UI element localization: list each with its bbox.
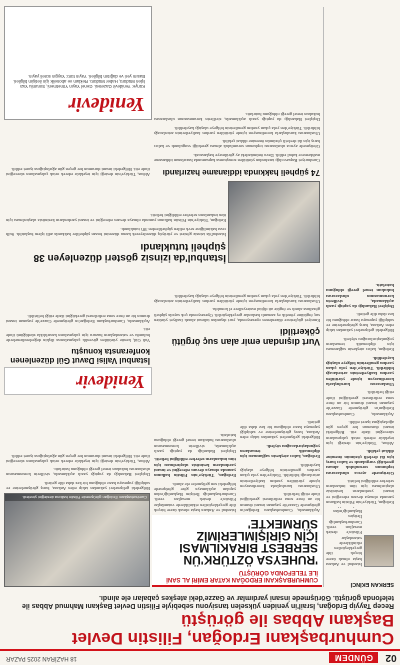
story4-photo [228, 181, 320, 263]
column-paragraph: Abbas, Türkiye'nin desteği için teşekkür ederek ortak çalışmaların süreceğini ifade etti. Bölgedeki insani durumun her geçen gün ağırlaştığına işaret edildi. [326, 419, 394, 447]
story4-body [6, 183, 226, 237]
column-paragraph: Uluslararası kuruluşlarla koordinasyon içinde yürütülen yardım faaliyetlerinin artırılacağı bildirildi. Türkiye'den yola çıkan yardım gemilerinin bölgeye ulaştığı kaydedildi. [240, 462, 320, 489]
story5-title: 74 şüpheli hakkında iddianame hazırlandı [162, 168, 320, 177]
column-paragraph: Bölgedeki gelişmeleri yakından takip eden Ankara, barış görüşmelerine ev sahipliği yapmaya hazır olduğunu bir kez daha dile getirdi. [326, 312, 394, 334]
column-paragraph: Görüşmede ayrıca uluslararası toplumun sorumluluk alması gerektiği vurgulandı ve kalıcı barış için iki devletli çözümün önemine dikkat çekildi. [154, 139, 320, 150]
page-number: 02 [385, 652, 397, 664]
news-photo [4, 493, 150, 587]
byline: SERKAN EKİNCİ [350, 581, 394, 587]
column-paragraph: Emniyet güçlerince düzenlenen operasyonda, yurt dışından talimat alarak faaliyet yürüten suç örgütüne yönelik eş zamanlı baskınlar gerçekleştirildi. Operasyonda çok sayıda şüpheli gözaltına alındı ve örgüte ait dijital materyallere el konuldu. [154, 307, 320, 323]
story5-body-cont [6, 125, 150, 177]
column-paragraph: Cumhuriyet Başsavcılığı tarafından yürütülen soruşturma kapsamında hazırlanan iddianame mahkemece kabul edildi. Dava önümüzdeki ay görülmeye başlanacak. [154, 152, 320, 163]
brand-logo-text: Yenidevir [76, 372, 145, 392]
headline-deck: Recep Tayyip Erdoğan, İsrail'in yeniden yükselen tansiyonu sebebiyle Filistin Devlet Başkanı Mahmud Abbas ile telefonda görüştü. Görüşmede insani yardımlar ve Gazze'deki ateşkes çabaları ele alındı. [22, 594, 394, 609]
column-paragraph: Bölgedeki gelişmeleri yakından takip eden Ankara, barış görüşmelerine ev sahipliği yapmaya hazır olduğunu bir kez daha dile getirdi. [6, 480, 150, 491]
column-paragraph: Erdoğan, kalıcı ateşkesin sağlanması için diplomatik temasların yoğunlaştırılacağını söyledi. [326, 336, 394, 353]
column-paragraph: Dışişleri Bakanlığı da yaptığı yazılı açıklamada, sivillerin korunmasının uluslararası hukukun temel gereği olduğunu hatırlattı. [154, 111, 320, 123]
story3-title: İstanbul Valisi Davut Gül düzenlenen konferansta konuştu [10, 347, 150, 365]
column-paragraph: Uluslararası kuruluşlarla koordinasyon içinde yürütülen yardım faaliyetlerinin artırılacağı bildirildi. Türkiye'den yola çıkan yardım gemilerinin bölgeye ulaştığı kaydedildi. [154, 293, 320, 305]
story2-title: Vurt dışından emir alan suç örgütü çökertildi [171, 327, 320, 347]
column-divider [323, 7, 324, 587]
story2-body [154, 267, 320, 323]
story5-body [154, 8, 320, 163]
header-rule [0, 649, 400, 651]
column-paragraph: Uluslararası kuruluşlarla koordinasyon içinde yürütülen yardım faaliyetlerinin artırılacağı bildirildi. Türkiye'den yola çıkan yardım gemilerinin bölgeye ulaştığı kaydedildi. [154, 125, 320, 136]
column-paragraph: İstanbul ve Ankara başta olmak üzere birçok ilde gerçekleştirilen etkinliklerde vatandaşlar Filistin'e destek mesajları verdi. Cumhurbaşkanlığı İletişim Başkanlığı'ndan [326, 509, 362, 567]
column-paragraph: Bölgedeki gelişmeleri yakından takip eden Ankara, barış görüşmelerine ev sahipliği yapmaya hazır olduğunu bir kez daha dile getirdi. [240, 419, 320, 441]
issue-date: 18 HAZİRAN 2025 PAZAR [6, 655, 77, 661]
column-paragraph: Açıklamada, Cumhurbaşkanı Erdoğan'ın görüşmede Gazze'de yaşanan insani dramın bir an önce sona erdirilmesi gerektiğini ifade ettiği belirtildi. [240, 492, 320, 513]
column-middle-a [240, 353, 320, 513]
column-paragraph: Abbas, Türkiye'nin desteği için teşekkür ederek ortak çalışmaların süreceğini ifade etti. Bölgedeki insani durumun her geçen gün ağırlaştığına işaret edildi. [6, 166, 150, 177]
column-paragraph: İstanbul'da izinsiz gösteri ve yürüyüş düzenleyerek kamu düzenini bozan şüpheliler hakkında adli işlem başlatıldı. Sulh ceza hakimliğine sevk edilen şüphelilerden 38'i tutuklandı. [6, 226, 226, 237]
column-paragraph: Erdoğan, Türkiye'nin Filistin halkının yanında olmaya devam edeceğini ve insani yardımların kesintisiz ulaştırılması için tüm imkanların seferber edildiğini belirtti. [326, 478, 394, 505]
column-intro [326, 507, 362, 567]
column-paragraph: Dışişleri Bakanlığı da yaptığı yazılı açıklamada, sivillerin korunmasının uluslararası hukukun temel gereği olduğunu hatırlattı. [6, 467, 150, 478]
column-paragraph: Dışişleri Bakanlığı da yaptığı yazılı açıklamada, sivillerin korunmasının uluslararası hukukun temel gereği olduğunu hatırlattı. [154, 433, 236, 455]
column-right [6, 399, 150, 491]
masthead-text: Künye: Yenidevir Gazetesi. Genel Yayın Yönetmeni, Sorumlu Yazı İşleri Müdürü, Haber Müdürü. Reklam ve abonelik için iletişim bilgileri. Basım yeri ve dağıtım bilgileri. Yayın türü: Yaygın süreli yayın. [12, 73, 145, 89]
column-paragraph: Açıklamada, Cumhurbaşkanı Erdoğan'ın görüşmede Gazze'de yaşanan insani dramın bir an önce sona erdirilmesi gerektiğini ifade ettiği belirtildi. [6, 313, 150, 325]
column-middle-b [154, 353, 236, 513]
story4-title: İstanbul'da izinsiz gösteri düzenleyen 38 şüpheli tutuklandı [33, 241, 226, 263]
column-paragraph: Açıklamada, Cumhurbaşkanı Erdoğan'ın görüşmede Gazze'de yaşanan insani dramın bir an önce sona erdirilmesi gerektiğini ifade ettiği belirtildi. [326, 390, 394, 417]
masthead-box [4, 6, 152, 120]
masthead-logo: Yenidevir [68, 93, 145, 115]
page-header [0, 651, 400, 665]
column-paragraph: Erdoğan, kalıcı ateşkesin sağlanması için diplomatik temasların yoğunlaştırılacağını söyledi. [240, 443, 320, 460]
photo-caption: Cumhurbaşkanı Erdoğan görüşmede Filistin halkına desteğini yineledi. [5, 494, 149, 501]
quote-kicker: CUMHURBAŞKANI ERDOĞAN KATAR EMİRİ AL SANİ İLE TELEFONDA GÖRÜŞTÜ [166, 569, 318, 582]
section-label: GÜNDEM [329, 653, 378, 664]
story3-body [6, 267, 150, 343]
column-paragraph: Uluslararası kuruluşlarla koordinasyon içinde yürütülen yardım faaliyetlerinin artırılacağı bildirildi. Türkiye'den yola çıkan yardım gemilerinin bölgeye ulaştığı kaydedildi. [326, 355, 394, 388]
column-paragraph: Görüşmede ayrıca uluslararası toplumun sorumluluk alması gerektiği vurgulandı ve kalıcı barış için iki devletli çözümün önemine dikkat çekildi. [326, 449, 394, 476]
column-paragraph: Erdoğan, Türkiye'nin Filistin halkının yanında olmaya devam edeceğini ve insani yardımların kesintisiz ulaştırılması için tüm imkanların seferber edildiğini belirtti. [6, 213, 226, 224]
brand-logo [4, 367, 152, 395]
column-paragraph: Abbas, Türkiye'nin desteği için teşekkür ederek ortak çalışmaların süreceğini ifade etti. Bölgedeki insani durumun her geçen gün ağırlaştığına işaret edildi. [6, 453, 150, 464]
quote-text: 'RUHEYSA ÖZTÜRK'ÜN SERBEST BIRAKILMASI İÇİN GİRİŞİMLERİMİZ SÜRMEKTE' [179, 517, 318, 567]
column-paragraph: Erdoğan, Türkiye'nin Filistin halkının yanında olmaya devam edeceğini ve insani yardımların kesintisiz ulaştırılması için tüm imkanların seferber edildiğini belirtti. [154, 457, 236, 479]
column-paragraph: Dışişleri Bakanlığı da yaptığı yazılı açıklamada, sivillerin korunmasının uluslararası hukukun temel gereği olduğunu hatırlattı. [326, 283, 394, 310]
main-headline: Cumhurbaşkanı Erdoğan, Filistin Devlet Başkanı Abbas ile görüştü [71, 611, 394, 648]
column-left [326, 10, 394, 505]
author-photo [364, 535, 394, 567]
quote-box [152, 515, 322, 587]
column-paragraph: İstanbul ve Ankara başta olmak üzere birçok ilde gerçekleştirilen etkinliklerde vatandaşlar Filistin'e destek mesajları verdi. Cumhurbaşkanlığı İletişim Başkanlığı'ndan yapılan açıklamaya göre görüşmede bölgedeki son gelişmeler ele alındı. [154, 481, 236, 513]
column-paragraph: Vali Gül, kentte yürütülen güvenlik çalışmalarına ilişkin değerlendirmelerde bulundu ve vatandaşların huzuru için çalışmaların kararlılıkla sürdüğünü ifade etti. [6, 327, 150, 343]
